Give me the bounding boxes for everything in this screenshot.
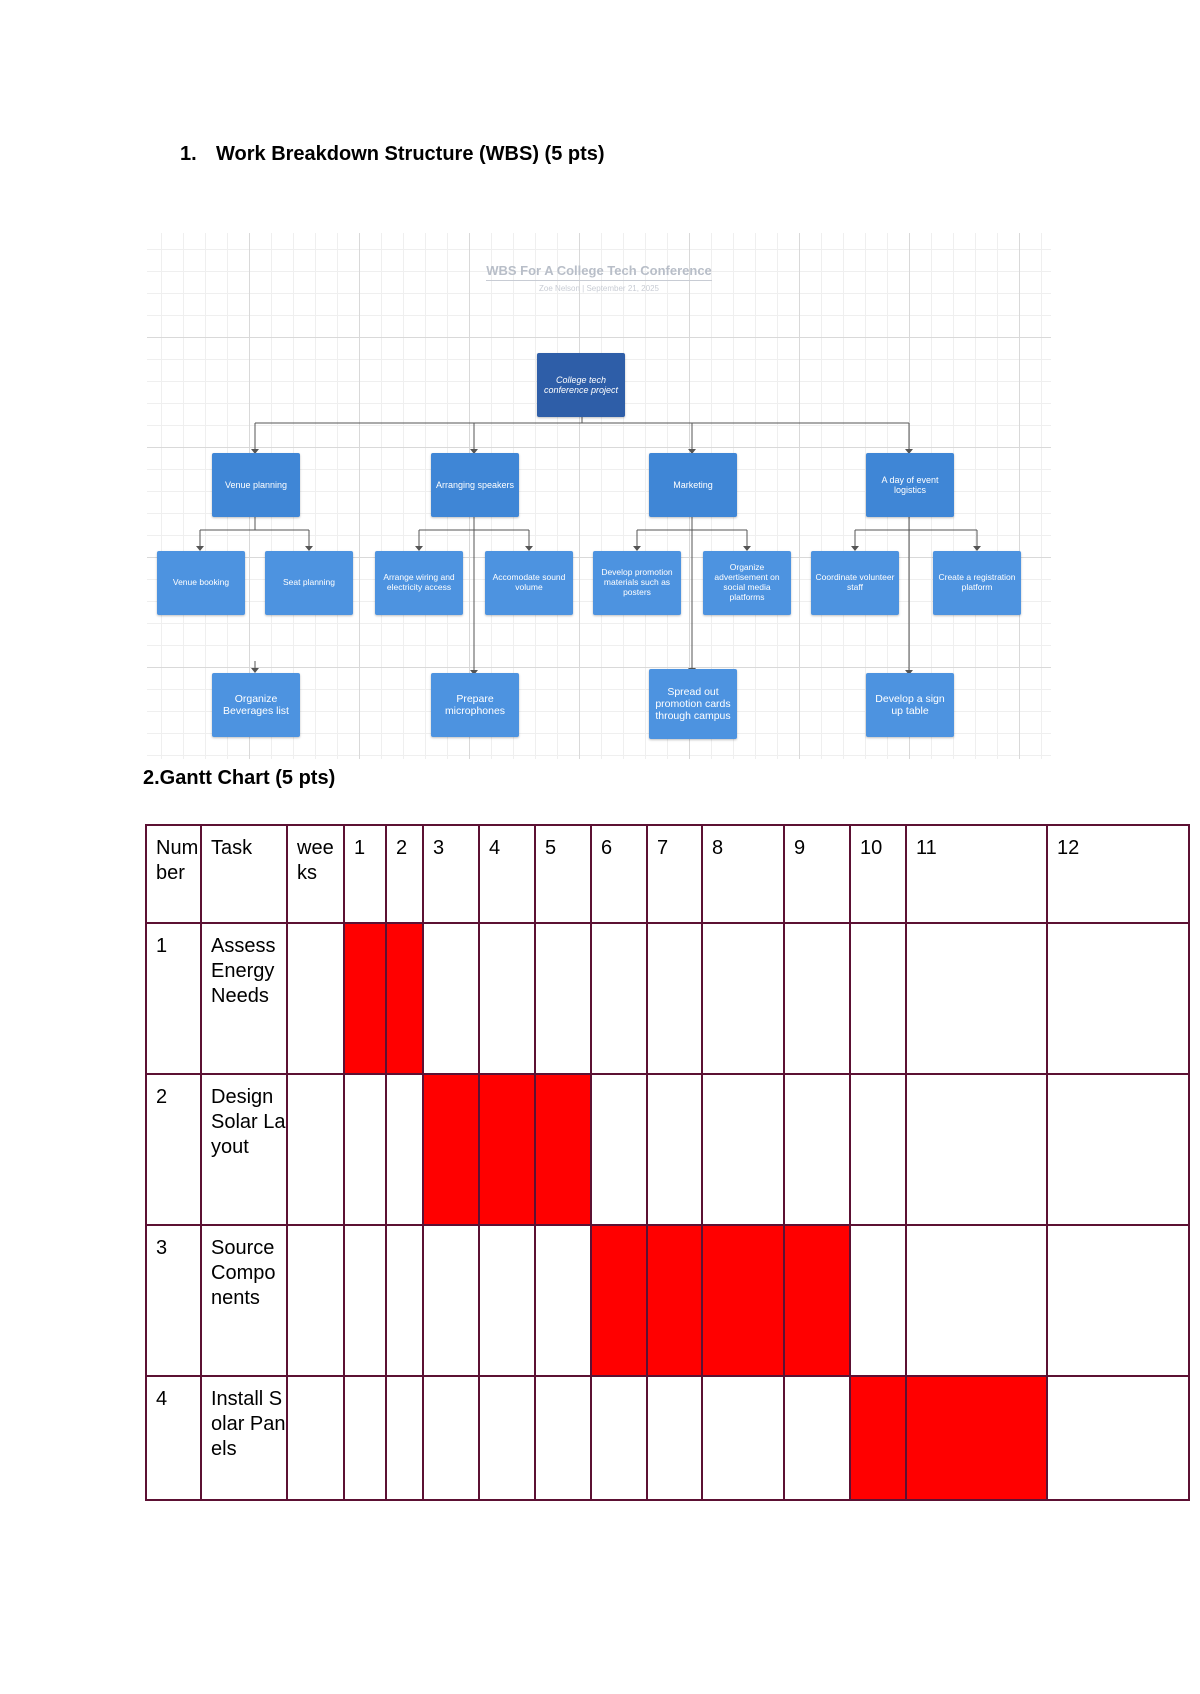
wbs-node-arranging-speakers: Arranging speakers [431,453,519,517]
wbs-node-event-logistics: A day of event logistics [866,453,954,517]
gantt-bar-segment [784,1225,850,1376]
gantt-week-cell [479,923,535,1074]
wbs-diagram [147,233,1051,759]
gantt-week-cell [591,1074,647,1225]
gantt-cell-weeks [287,1225,344,1376]
gantt-header-week-12: 12 [1047,825,1189,923]
gantt-week-cell [850,1225,906,1376]
gantt-week-cell [702,1074,784,1225]
gantt-week-cell [1047,1074,1189,1225]
gantt-header-week-9: 9 [784,825,850,923]
wbs-title: WBS For A College Tech Conference [147,263,1051,278]
gantt-week-cell [535,923,591,1074]
gantt-row-1 [146,923,1189,1074]
wbs-node-promotion-cards: Spread out promotion cards through campus [649,669,737,739]
gantt-header-week-1: 1 [344,825,386,923]
gantt-cell-task: Source Components [201,1225,287,1376]
gantt-week-cell [784,1376,850,1500]
gantt-week-cell [850,923,906,1074]
gantt-header-task: Task [201,825,287,923]
gantt-bar-segment [647,1225,702,1376]
gantt-week-cell [535,1376,591,1500]
wbs-root-node: College tech conference project [537,353,625,417]
wbs-node-social-media: Organize advertisement on social media platforms [703,551,791,615]
gantt-week-cell [535,1225,591,1376]
section-1-title: Work Breakdown Structure (WBS) (5 pts) [216,143,605,165]
gantt-cell-weeks [287,1376,344,1500]
wbs-node-venue-booking: Venue booking [157,551,245,615]
gantt-bar-segment [850,1376,906,1500]
gantt-cell-number: 2 [146,1074,201,1225]
gantt-week-cell [386,1225,423,1376]
wbs-subtitle: Zoe Nelson | September 21, 2025 [539,284,659,293]
gantt-week-cell [647,923,702,1074]
gantt-bar-segment [535,1074,591,1225]
gantt-header-week-11: 11 [906,825,1047,923]
wbs-node-volunteer-staff: Coordinate volunteer staff [811,551,899,615]
section-1-number: 1. [180,143,197,165]
section-1-heading [180,143,605,166]
gantt-cell-weeks [287,1074,344,1225]
gantt-week-cell [647,1376,702,1500]
wbs-node-registration-platform: Create a registration platform [933,551,1021,615]
gantt-header-week-7: 7 [647,825,702,923]
gantt-bar-segment [702,1225,784,1376]
gantt-header-row [146,825,1189,923]
gantt-header-week-2: 2 [386,825,423,923]
gantt-week-cell [702,1376,784,1500]
gantt-cell-number: 3 [146,1225,201,1376]
gantt-week-cell [906,923,1047,1074]
gantt-week-cell [591,1376,647,1500]
gantt-week-cell [784,1074,850,1225]
gantt-cell-task: Design Solar Layout [201,1074,287,1225]
gantt-week-cell [850,1074,906,1225]
gantt-week-cell [647,1074,702,1225]
gantt-header-week-8: 8 [702,825,784,923]
gantt-header-weeks: weeks [287,825,344,923]
gantt-header-week-10: 10 [850,825,906,923]
gantt-bar-segment [344,923,386,1074]
gantt-week-cell [1047,1376,1189,1500]
gantt-week-cell [1047,1225,1189,1376]
gantt-row-3 [146,1225,1189,1376]
section-2-heading: 2.Gantt Chart (5 pts) [143,767,336,789]
wbs-node-beverages-list: Organize Beverages list [212,673,300,737]
wbs-node-venue-planning: Venue planning [212,453,300,517]
gantt-week-cell [386,1074,423,1225]
wbs-node-prepare-microphones: Prepare microphones [431,673,519,737]
gantt-week-cell [344,1376,386,1500]
gantt-header-week-4: 4 [479,825,535,923]
gantt-week-cell [906,1225,1047,1376]
gantt-bar-segment [906,1376,1047,1500]
gantt-header-number: Number [146,825,201,923]
gantt-cell-number: 1 [146,923,201,1074]
gantt-week-cell [479,1225,535,1376]
gantt-header-week-6: 6 [591,825,647,923]
gantt-week-cell [906,1074,1047,1225]
gantt-row-2 [146,1074,1189,1225]
gantt-week-cell [344,1074,386,1225]
gantt-week-cell [479,1376,535,1500]
gantt-bar-segment [386,923,423,1074]
gantt-week-cell [591,923,647,1074]
gantt-cell-weeks [287,923,344,1074]
wbs-node-arrange-wiring: Arrange wiring and electricity access [375,551,463,615]
gantt-week-cell [784,923,850,1074]
gantt-header-week-3: 3 [423,825,479,923]
gantt-week-cell [423,1225,479,1376]
gantt-cell-task: Assess Energy Needs [201,923,287,1074]
wbs-node-marketing: Marketing [649,453,737,517]
gantt-week-cell [423,923,479,1074]
gantt-header-week-5: 5 [535,825,591,923]
gantt-week-cell [344,1225,386,1376]
gantt-table [145,824,1190,1501]
wbs-node-seat-planning: Seat planning [265,551,353,615]
wbs-node-promotion-materials: Develop promotion materials such as posters [593,551,681,615]
gantt-cell-task: Install Solar Panels [201,1376,287,1500]
wbs-node-sign-up-table: Develop a sign up table [866,673,954,737]
gantt-cell-number: 4 [146,1376,201,1500]
gantt-bar-segment [479,1074,535,1225]
wbs-node-sound-volume: Accomodate sound volume [485,551,573,615]
gantt-week-cell [386,1376,423,1500]
gantt-week-cell [1047,923,1189,1074]
gantt-row-4 [146,1376,1189,1500]
gantt-week-cell [423,1376,479,1500]
gantt-bar-segment [423,1074,479,1225]
gantt-week-cell [702,923,784,1074]
gantt-bar-segment [591,1225,647,1376]
